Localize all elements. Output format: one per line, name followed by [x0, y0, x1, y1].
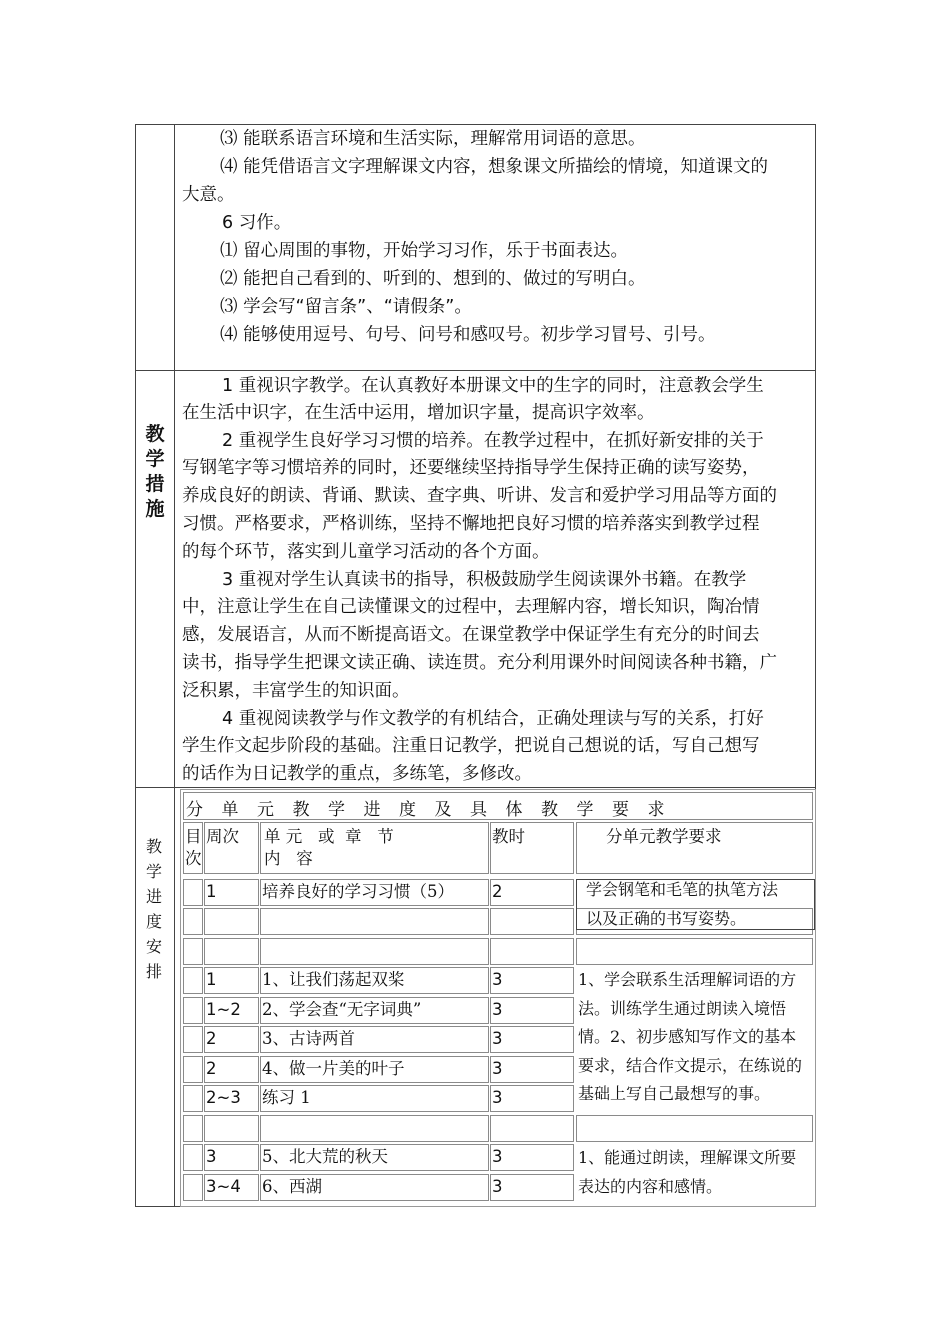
header-content: 内 容	[264, 849, 313, 868]
measure-line: 读书，指导学生把课文读正确、读连贯。充分利用课外时间阅读各种书籍，广	[182, 653, 777, 673]
schedule-title: 分单元教学进度及具体教学要求	[186, 800, 683, 820]
content-cell: 1、让我们荡起双桨	[262, 970, 405, 989]
table-cell	[183, 908, 203, 935]
requirement-2: 1、学会联系生活理解词语的方 法。训练学生通过朗读入境悟 情。2、初步感知写作文的基本 要求，结合作文提示，在练说的 基础上写自己最想写的事。	[578, 970, 803, 1103]
measure-line: 感，发展语言，从而不断提高语文。在课堂教学中保证学生有充分的时间去	[182, 625, 760, 645]
measure-line: 养成良好的朗读、背诵、默读、查字典、听讲、发言和爱护学习用品等方面的	[182, 486, 777, 506]
goal-line: ⑵ 能把自己看到的、听到的、想到的、做过的写明白。	[220, 269, 646, 289]
measures-label: 教 学 措 施	[145, 423, 165, 520]
table-cell	[204, 1115, 259, 1142]
hours-cell: 3	[492, 1059, 503, 1078]
week-cell: 3	[206, 1147, 217, 1166]
measure-line: 2 重视学生良好学习习惯的培养。在教学过程中，在抓好新安排的关于	[222, 431, 764, 451]
hours-cell: 3	[492, 1000, 503, 1019]
week-cell: 2	[206, 1029, 217, 1048]
header-week: 周次	[206, 827, 239, 846]
measure-line: 习惯。严格要求，严格训练，坚持不懈地把良好习惯的培养落实到教学过程	[182, 514, 760, 534]
week-cell: 1~2	[206, 1000, 241, 1019]
table-cell	[576, 938, 813, 965]
measure-line: 1 重视识字教学。在认真教好本册课文中的生字的同时，注意教会学生	[222, 376, 764, 396]
header-requirements: 分单元教学要求	[606, 827, 722, 846]
measure-line: 中，注意让学生在自己读懂课文的过程中，去理解内容，增长知识，陶冶情	[182, 597, 760, 617]
hours-cell: 3	[492, 1029, 503, 1048]
table-cell	[183, 997, 203, 1024]
table-cell	[183, 879, 203, 906]
table-cell	[490, 908, 574, 935]
measure-line: 3 重视对学生认真读书的指导，积极鼓励学生阅读课外书籍。在教学	[222, 570, 747, 590]
table-cell	[183, 1144, 203, 1171]
content-cell: 5、北大荒的秋天	[262, 1147, 388, 1166]
content-cell: 培养良好的学习习惯（5）	[262, 882, 454, 901]
goal-heading: 6 习作。	[222, 213, 292, 233]
table-cell	[490, 1085, 574, 1112]
table-cell	[204, 908, 259, 935]
header-unit: 单 元 或 章 节	[264, 827, 394, 846]
week-cell: 1	[206, 882, 217, 901]
column-divider	[174, 124, 175, 1207]
week-cell: 3~4	[206, 1177, 241, 1196]
table-cell	[490, 1144, 574, 1171]
table-cell	[183, 1174, 203, 1201]
goal-line: ⑷ 能够使用逗号、句号、问号和感叹号。初步学习冒号、引号。	[220, 325, 716, 345]
measure-line: 学生作文起步阶段的基础。注重日记教学，把说自己想说的话，写自己想写	[182, 736, 760, 756]
goal-line: ⑴ 留心周围的事物，开始学习习作，乐于书面表达。	[220, 241, 629, 261]
table-cell	[183, 1026, 203, 1053]
table-cell	[490, 938, 574, 965]
week-cell: 2	[206, 1059, 217, 1078]
content-cell: 3、古诗两首	[262, 1029, 355, 1048]
goal-line: 大意。	[182, 185, 235, 205]
requirement-3: 1、能通过朗读，理解课文所要 表达的内容和感情。	[578, 1148, 797, 1196]
hours-cell: 2	[492, 882, 503, 901]
content-cell: 练习 1	[262, 1088, 311, 1107]
table-cell	[490, 967, 574, 994]
content-cell: 4、做一片美的叶子	[262, 1059, 405, 1078]
table-cell	[490, 879, 574, 906]
table-cell	[183, 1085, 203, 1112]
table-cell	[204, 938, 259, 965]
table-cell	[490, 1026, 574, 1053]
header-ci: 次	[185, 849, 202, 868]
row-divider	[135, 370, 816, 371]
hours-cell: 3	[492, 970, 503, 989]
measure-line: 写钢笔字等习惯培养的同时，还要继续坚持指导学生保持正确的读写姿势，	[182, 458, 760, 478]
table-cell	[490, 997, 574, 1024]
hours-cell: 3	[492, 1088, 503, 1107]
table-cell	[260, 1115, 489, 1142]
measure-line: 4 重视阅读教学与作文教学的有机结合，正确处理读与写的关系，打好	[222, 709, 764, 729]
table-cell	[490, 1115, 574, 1142]
table-cell	[183, 938, 203, 965]
requirement-1: 学会钢笔和毛笔的执笔方法 以及正确的书写姿势。	[586, 880, 779, 928]
table-cell	[490, 1056, 574, 1083]
goal-line: ⑶ 能联系语言环境和生活实际，理解常用词语的意思。	[220, 129, 646, 149]
table-cell	[260, 938, 489, 965]
table-cell	[183, 1115, 203, 1142]
header-mu: 目	[185, 827, 202, 846]
content-cell: 6、西湖	[262, 1177, 322, 1196]
table-cell	[183, 967, 203, 994]
hours-cell: 3	[492, 1147, 503, 1166]
week-cell: 2~3	[206, 1088, 241, 1107]
week-cell: 1	[206, 970, 217, 989]
hours-cell: 3	[492, 1177, 503, 1196]
header-hours: 教时	[492, 827, 525, 846]
table-cell	[490, 1174, 574, 1201]
schedule-label: 教 学 进 度 安 排	[146, 837, 163, 981]
content-cell: 2、学会查“无字词典”	[262, 1000, 422, 1019]
table-cell	[183, 1056, 203, 1083]
table-cell	[260, 908, 489, 935]
goal-line: ⑶ 学会写“留言条”、“请假条”。	[220, 297, 472, 317]
goal-line: ⑷ 能凭借语言文字理解课文内容，想象课文所描绘的情境，知道课文的	[220, 157, 769, 177]
table-cell	[576, 1115, 813, 1142]
measure-line: 的话作为日记教学的重点，多练笔，多修改。	[182, 764, 532, 784]
measure-line: 泛积累，丰富学生的知识面。	[182, 681, 410, 701]
measure-line: 在生活中识字，在生活中运用，增加识字量，提高识字效率。	[182, 403, 655, 423]
measure-line: 的每个环节，落实到儿童学习活动的各个方面。	[182, 542, 550, 562]
